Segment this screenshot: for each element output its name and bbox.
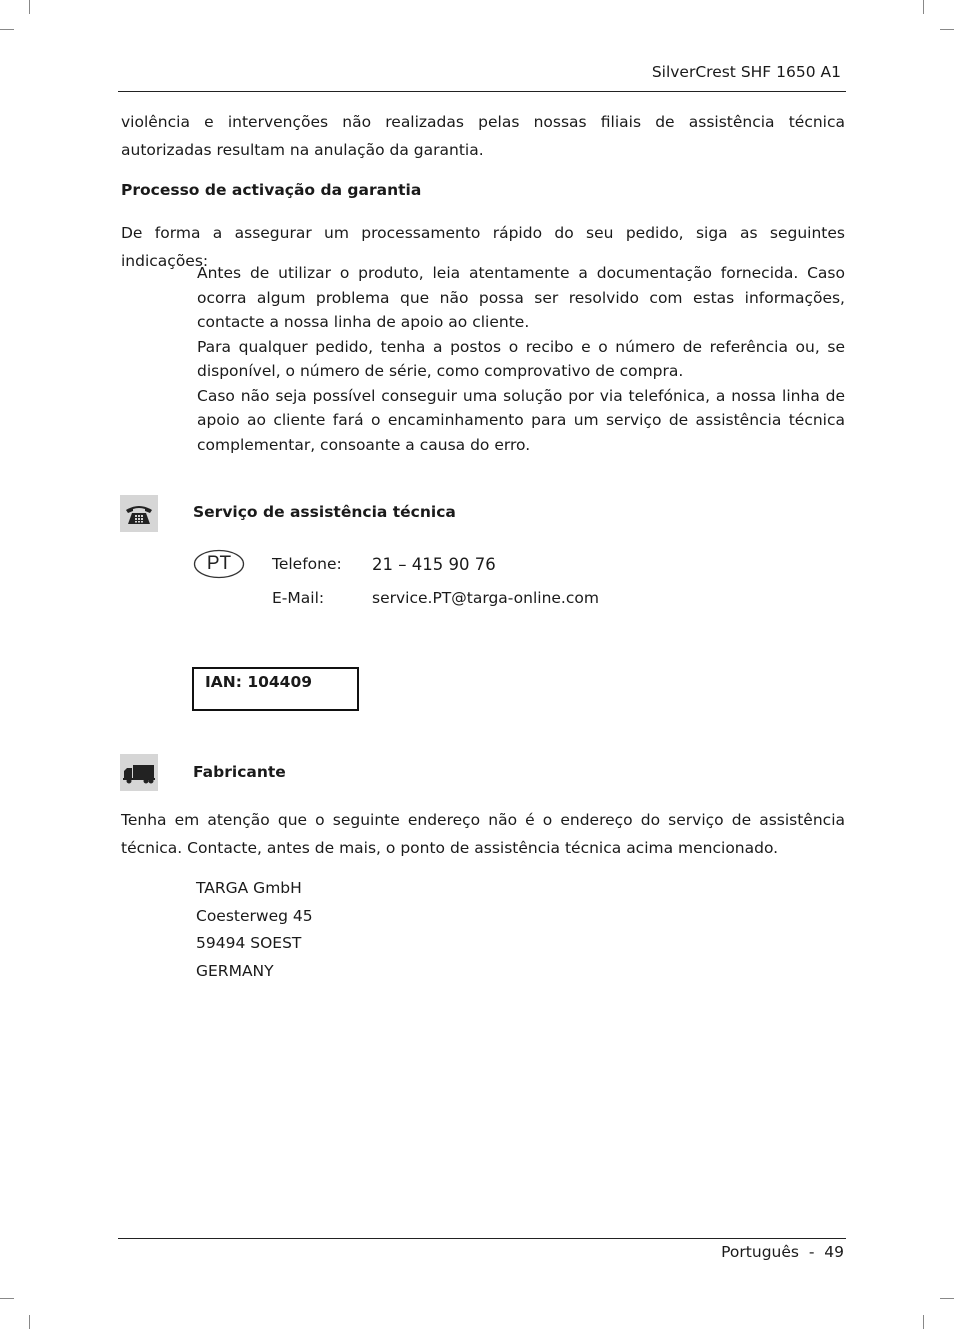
crop-mark bbox=[923, 0, 924, 14]
address-line: Coesterweg 45 bbox=[196, 906, 313, 925]
address-line: 59494 SOEST bbox=[196, 934, 302, 952]
truck-icon bbox=[120, 754, 158, 791]
header-title: SilverCrest SHF 1650 A1 bbox=[651, 63, 841, 81]
crop-mark bbox=[0, 1298, 14, 1299]
country-badge-label: PT bbox=[206, 553, 232, 574]
crop-mark bbox=[0, 29, 14, 30]
intro-paragraph: violência e intervenções não realizadas pelas nossas filiais de assistência técnica autorizadas resultam na anulação da garantia. bbox=[121, 113, 845, 159]
phone-value: 21 – 415 90 76 bbox=[372, 555, 496, 574]
footer-rule bbox=[118, 1238, 846, 1239]
country-badge bbox=[193, 549, 245, 579]
telephone-icon bbox=[120, 495, 158, 532]
activation-step: Antes de utilizar o produto, leia atentamente a documentação fornecida. Caso ocorra algum problema que não possa ser resolvido com estas informações, contacte a nossa linha de apoio ao cliente. bbox=[197, 264, 845, 331]
crop-mark bbox=[923, 1315, 924, 1329]
email-label: E-Mail: bbox=[272, 589, 325, 607]
service-heading: Serviço de assistência técnica bbox=[193, 503, 456, 521]
header-rule bbox=[118, 91, 846, 92]
manufacturer-note: Tenha em atenção que o seguinte endereço não é o endereço do serviço de assistência técnica. Contacte, antes de mais, o ponto de assistência técnica acima mencionado. bbox=[121, 811, 845, 857]
footer-page-number: Português - 49 bbox=[721, 1243, 844, 1261]
phone-label: Telefone: bbox=[272, 555, 342, 573]
activation-lead: De forma a assegurar um processamento rápido do seu pedido, siga as seguintes indicações: bbox=[121, 224, 845, 270]
ian-box bbox=[192, 667, 359, 711]
email-value: service.PT@targa-online.com bbox=[372, 589, 599, 607]
activation-step: Caso não seja possível conseguir uma solução por via telefónica, a nossa linha de apoio ao cliente fará o encaminhamento para um serviço de assistência técnica complementar, consoante a causa do erro. bbox=[197, 386, 845, 454]
manufacturer-address bbox=[196, 875, 313, 985]
crop-mark bbox=[29, 0, 30, 14]
ian-number: IAN: 104409 bbox=[205, 673, 313, 691]
address-line: TARGA GmbH bbox=[196, 879, 302, 897]
address-line: GERMANY bbox=[196, 961, 274, 980]
activation-steps bbox=[197, 261, 845, 457]
manufacturer-heading: Fabricante bbox=[193, 763, 286, 781]
crop-mark bbox=[940, 1298, 954, 1299]
crop-mark bbox=[940, 29, 954, 30]
activation-step: Para qualquer pedido, tenha a postos o recibo e o número de referência ou, se disponível, o número de série, como comprovativo de compra. bbox=[197, 337, 845, 380]
crop-mark bbox=[29, 1315, 30, 1329]
activation-heading: Processo de activação da garantia bbox=[121, 181, 422, 199]
